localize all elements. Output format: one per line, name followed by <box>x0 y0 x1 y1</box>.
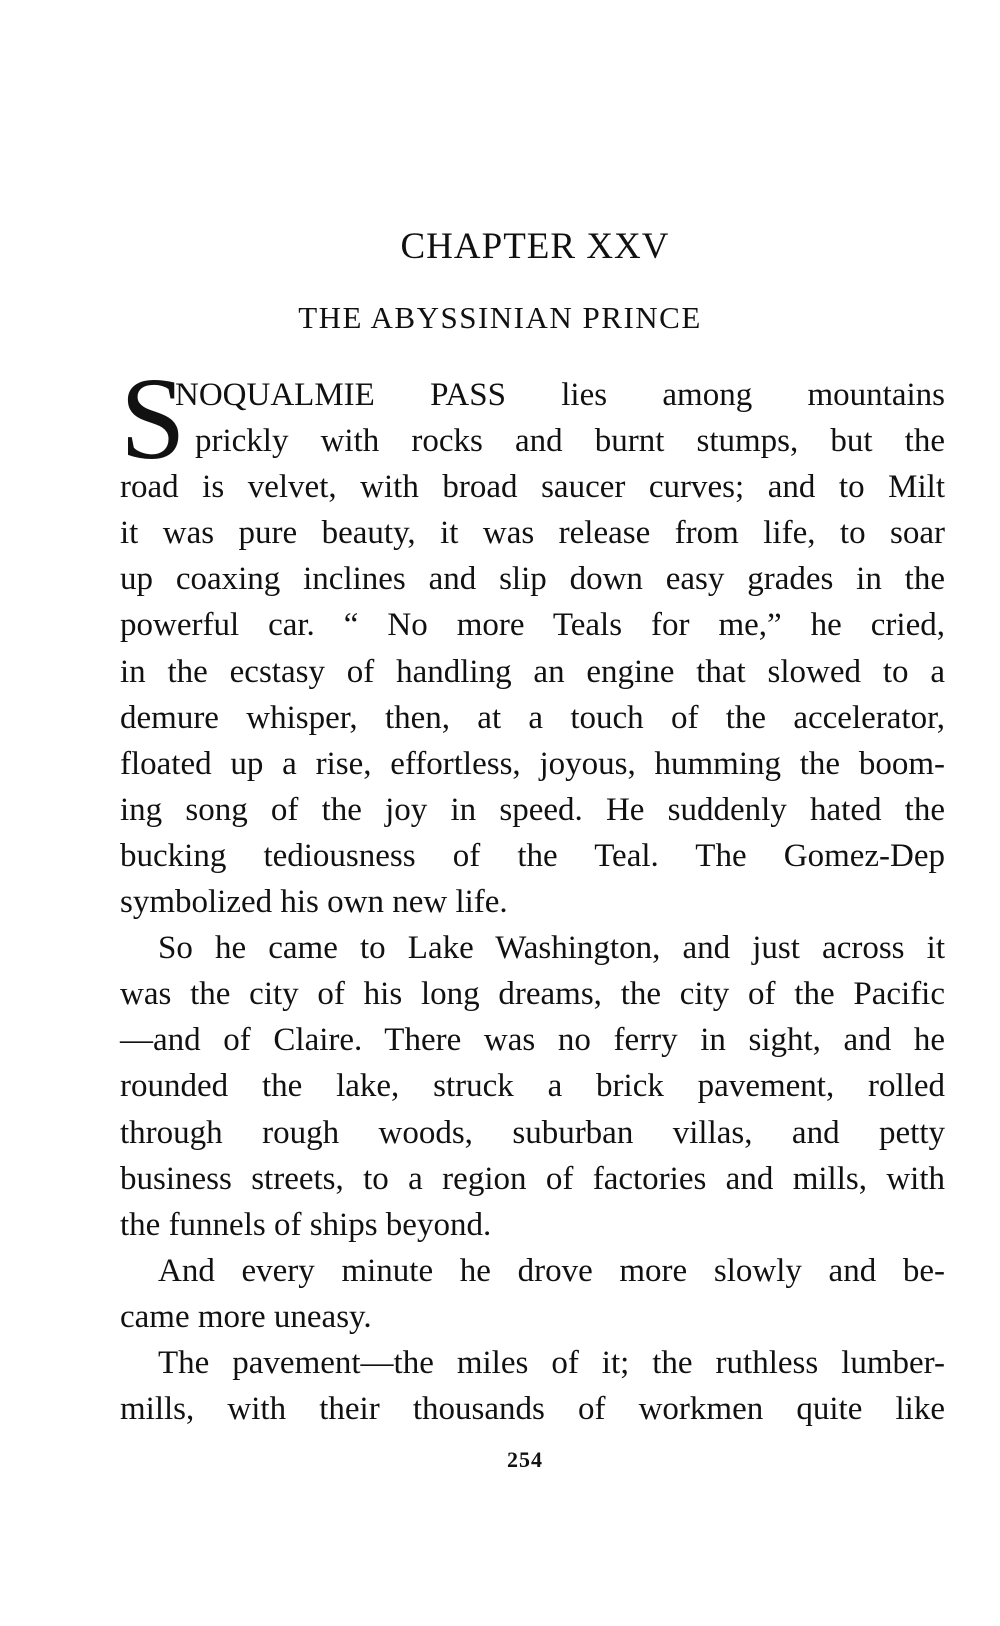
text-line: bucking tediousness of the Teal. The Gomez-Dep <box>120 837 945 874</box>
text-line: road is velvet, with broad saucer curves; and to Milt <box>120 469 945 506</box>
page-number: 254 <box>507 1447 543 1472</box>
text-line: NOQUALMIE PASS lies among mountains <box>175 377 945 413</box>
paragraph-4 <box>120 1340 945 1432</box>
text-line: the funnels of ships beyond. <box>120 1206 492 1243</box>
text-line: it was pure beauty, it was release from life, to soar <box>120 515 945 552</box>
text-line: prickly with rocks and burnt stumps, but the <box>195 423 945 460</box>
text-line: was the city of his long dreams, the city of the Pacific <box>120 976 945 1013</box>
text-line: And every minute he drove more slowly and be- <box>158 1252 945 1289</box>
text-line: The pavement—the miles of it; the ruthless lumber- <box>158 1344 945 1381</box>
text-line: demure whisper, then, at a touch of the accelerator, <box>120 699 945 736</box>
paragraph-3 <box>120 1248 945 1340</box>
drop-cap: S <box>120 353 186 484</box>
text-line: came more uneasy. <box>120 1298 372 1335</box>
text-line: through rough woods, suburban villas, and petty <box>120 1114 945 1151</box>
text-line: powerful car. “ No more Teals for me,” he cried, <box>120 607 945 644</box>
chapter-title: THE ABYSSINIAN PRINCE <box>298 300 702 335</box>
text-line: floated up a rise, effortless, joyous, humming the boom- <box>120 745 945 782</box>
text-line: mills, with their thousands of workmen quite like <box>120 1391 945 1428</box>
text-line: up coaxing inclines and slip down easy grades in the <box>120 561 945 598</box>
text-line: —and of Claire. There was no ferry in sight, and he <box>120 1022 945 1059</box>
paragraph-2 <box>120 925 945 1248</box>
body-text <box>120 353 945 1432</box>
text-line: business streets, to a region of factories and mills, with <box>120 1160 945 1197</box>
text-line: So he came to Lake Washington, and just across it <box>158 930 945 967</box>
text-line: rounded the lake, struck a brick pavement, rolled <box>120 1068 945 1105</box>
chapter-number: CHAPTER XXV <box>400 226 670 267</box>
paragraph-1 <box>120 353 945 925</box>
text-line: in the ecstasy of handling an engine that slowed to a <box>120 653 945 690</box>
text-line: ing song of the joy in speed. He suddenly hated the <box>120 791 945 828</box>
text-line: symbolized his own new life. <box>120 884 508 921</box>
